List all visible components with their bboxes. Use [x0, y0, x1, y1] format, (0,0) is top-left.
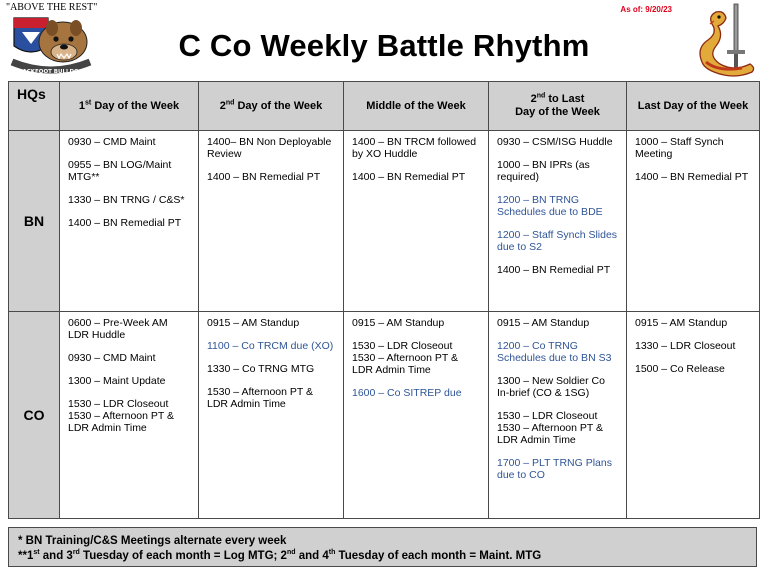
schedule-entry: 1000 – Staff Synch Meeting: [635, 136, 724, 160]
ordinal-suffix: st: [33, 549, 40, 557]
logo-banner-text: BLACKFOOT BULLDOGS: [14, 69, 88, 75]
schedule-cell: [489, 131, 627, 312]
column-header-last-day: [627, 82, 760, 131]
column-header-text: Last Day of the Week: [637, 99, 749, 112]
schedule-entry: 1200 – BN TRNG Schedules due to BDE: [497, 194, 603, 218]
footnotes: [8, 527, 757, 567]
row-label-bn: BN: [9, 131, 60, 312]
schedule-entry: 1530 – Afternoon PT & LDR Admin Time: [207, 386, 314, 410]
column-header-second-day: [199, 82, 344, 131]
column-header-text: 2: [219, 99, 226, 112]
row-label-co: CO: [9, 312, 60, 519]
schedule-entry: 1600 – Co SITREP due: [352, 387, 462, 399]
schedule-entry: 1400– BN Non Deployable Review: [207, 136, 332, 160]
header-row: [9, 82, 760, 131]
page-title: C Co Weekly Battle Rhythm: [178, 28, 590, 63]
schedule-entry: 1530 – LDR Closeout: [68, 398, 169, 410]
column-header-text: 2: [530, 93, 537, 105]
ordinal-suffix: th: [328, 549, 336, 557]
footnote-text: and 3: [39, 550, 73, 562]
schedule-entry: 1400 – BN TRCM followed by XO Huddle: [352, 136, 477, 160]
ordinal-suffix: rd: [72, 549, 80, 557]
schedule-entry: 1530 – LDR Closeout: [497, 410, 598, 422]
schedule-entry: 1500 – Co Release: [635, 363, 725, 375]
schedule-entry: 1300 – New Soldier Co In-brief (CO & 1SG): [497, 375, 605, 399]
schedule-entry: 1400 – BN Remedial PT: [207, 171, 321, 183]
schedule-entry: 0955 – BN LOG/Maint MTG**: [68, 159, 172, 183]
schedule-cell: [199, 312, 344, 519]
footnote-2: [18, 549, 756, 564]
schedule-entry: 1530 – Afternoon PT & LDR Admin Time: [352, 352, 459, 376]
schedule-entry: 1300 – Maint Update: [68, 375, 166, 387]
ordinal-suffix: nd: [225, 98, 235, 106]
column-header-first-day: [60, 82, 199, 131]
schedule-entry: 0930 – CMD Maint: [68, 352, 156, 364]
schedule-cell: [344, 131, 489, 312]
schedule-entry: 1000 – BN IPRs (as required): [497, 159, 590, 183]
schedule-entry: 1330 – BN TRNG / C&S*: [68, 194, 185, 206]
schedule-entry: 1400 – BN Remedial PT: [497, 264, 611, 276]
schedule-entry: 0930 – CSM/ISG Huddle: [497, 136, 613, 148]
schedule-entry: 1530 – LDR Closeout: [352, 340, 453, 352]
column-header-text: 1: [78, 99, 86, 112]
table-row-bn: [9, 131, 760, 312]
corner-header: HQs: [9, 82, 60, 131]
schedule-cell: [199, 131, 344, 312]
schedule-cell: [60, 312, 199, 519]
schedule-entry: 0915 – AM Standup: [635, 317, 728, 329]
schedule-cell: [489, 312, 627, 519]
footnote-text: Tuesday of each month = Log MTG; 2: [79, 550, 287, 562]
column-header-text: Day of the Week: [91, 99, 180, 112]
schedule-cell: [60, 131, 199, 312]
schedule-entry: 1400 – BN Remedial PT: [635, 171, 749, 183]
as-of-date: As of: 9/20/23: [620, 5, 672, 14]
footnote-text: Tuesday of each month = Maint. MTG: [335, 550, 542, 562]
schedule-entry: 1330 – Co TRNG MTG: [207, 363, 315, 375]
column-header-text: Day of the Week: [234, 99, 323, 112]
footnote-1: * BN Training/C&S Meetings alternate every week: [18, 535, 287, 547]
battle-rhythm-table: [8, 81, 760, 519]
schedule-entry: 0915 – AM Standup: [207, 317, 300, 329]
schedule-entry: 1400 – BN Remedial PT: [352, 171, 466, 183]
motto: "ABOVE THE REST": [6, 2, 98, 13]
column-header-text: to Last Day of the Week: [515, 93, 600, 118]
schedule-entry: 1530 – Afternoon PT & LDR Admin Time: [497, 422, 604, 446]
schedule-entry: 1400 – BN Remedial PT: [68, 217, 182, 229]
schedule-entry: 1200 – Staff Synch Slides due to S2: [497, 229, 618, 253]
footnote-text: **1: [18, 550, 34, 562]
schedule-entry: 1530 – Afternoon PT & LDR Admin Time: [68, 410, 175, 434]
schedule-entry: 1200 – Co TRNG Schedules due to BN S3: [497, 340, 612, 364]
schedule-cell: [627, 312, 760, 519]
table-row-co: [9, 312, 760, 519]
ordinal-suffix: st: [85, 98, 92, 106]
schedule-entry: 1100 – Co TRCM due (XO): [207, 340, 334, 352]
schedule-entry: 0600 – Pre-Week AM LDR Huddle: [68, 317, 168, 341]
column-header-text: Middle of the Week: [366, 99, 466, 112]
ordinal-suffix: nd: [536, 92, 546, 100]
schedule-entry: 1700 – PLT TRNG Plans due to CO: [497, 457, 612, 481]
ordinal-suffix: nd: [286, 549, 296, 557]
column-header-middle: [344, 82, 489, 131]
schedule-entry: 0930 – CMD Maint: [68, 136, 156, 148]
schedule-entry: 1330 – LDR Closeout: [635, 340, 736, 352]
schedule-cell: [344, 312, 489, 519]
schedule-entry: 0915 – AM Standup: [352, 317, 445, 329]
schedule-entry: 0915 – AM Standup: [497, 317, 590, 329]
footnote-text: and 4: [295, 550, 329, 562]
column-header-second-to-last: [489, 82, 627, 131]
schedule-cell: [627, 131, 760, 312]
